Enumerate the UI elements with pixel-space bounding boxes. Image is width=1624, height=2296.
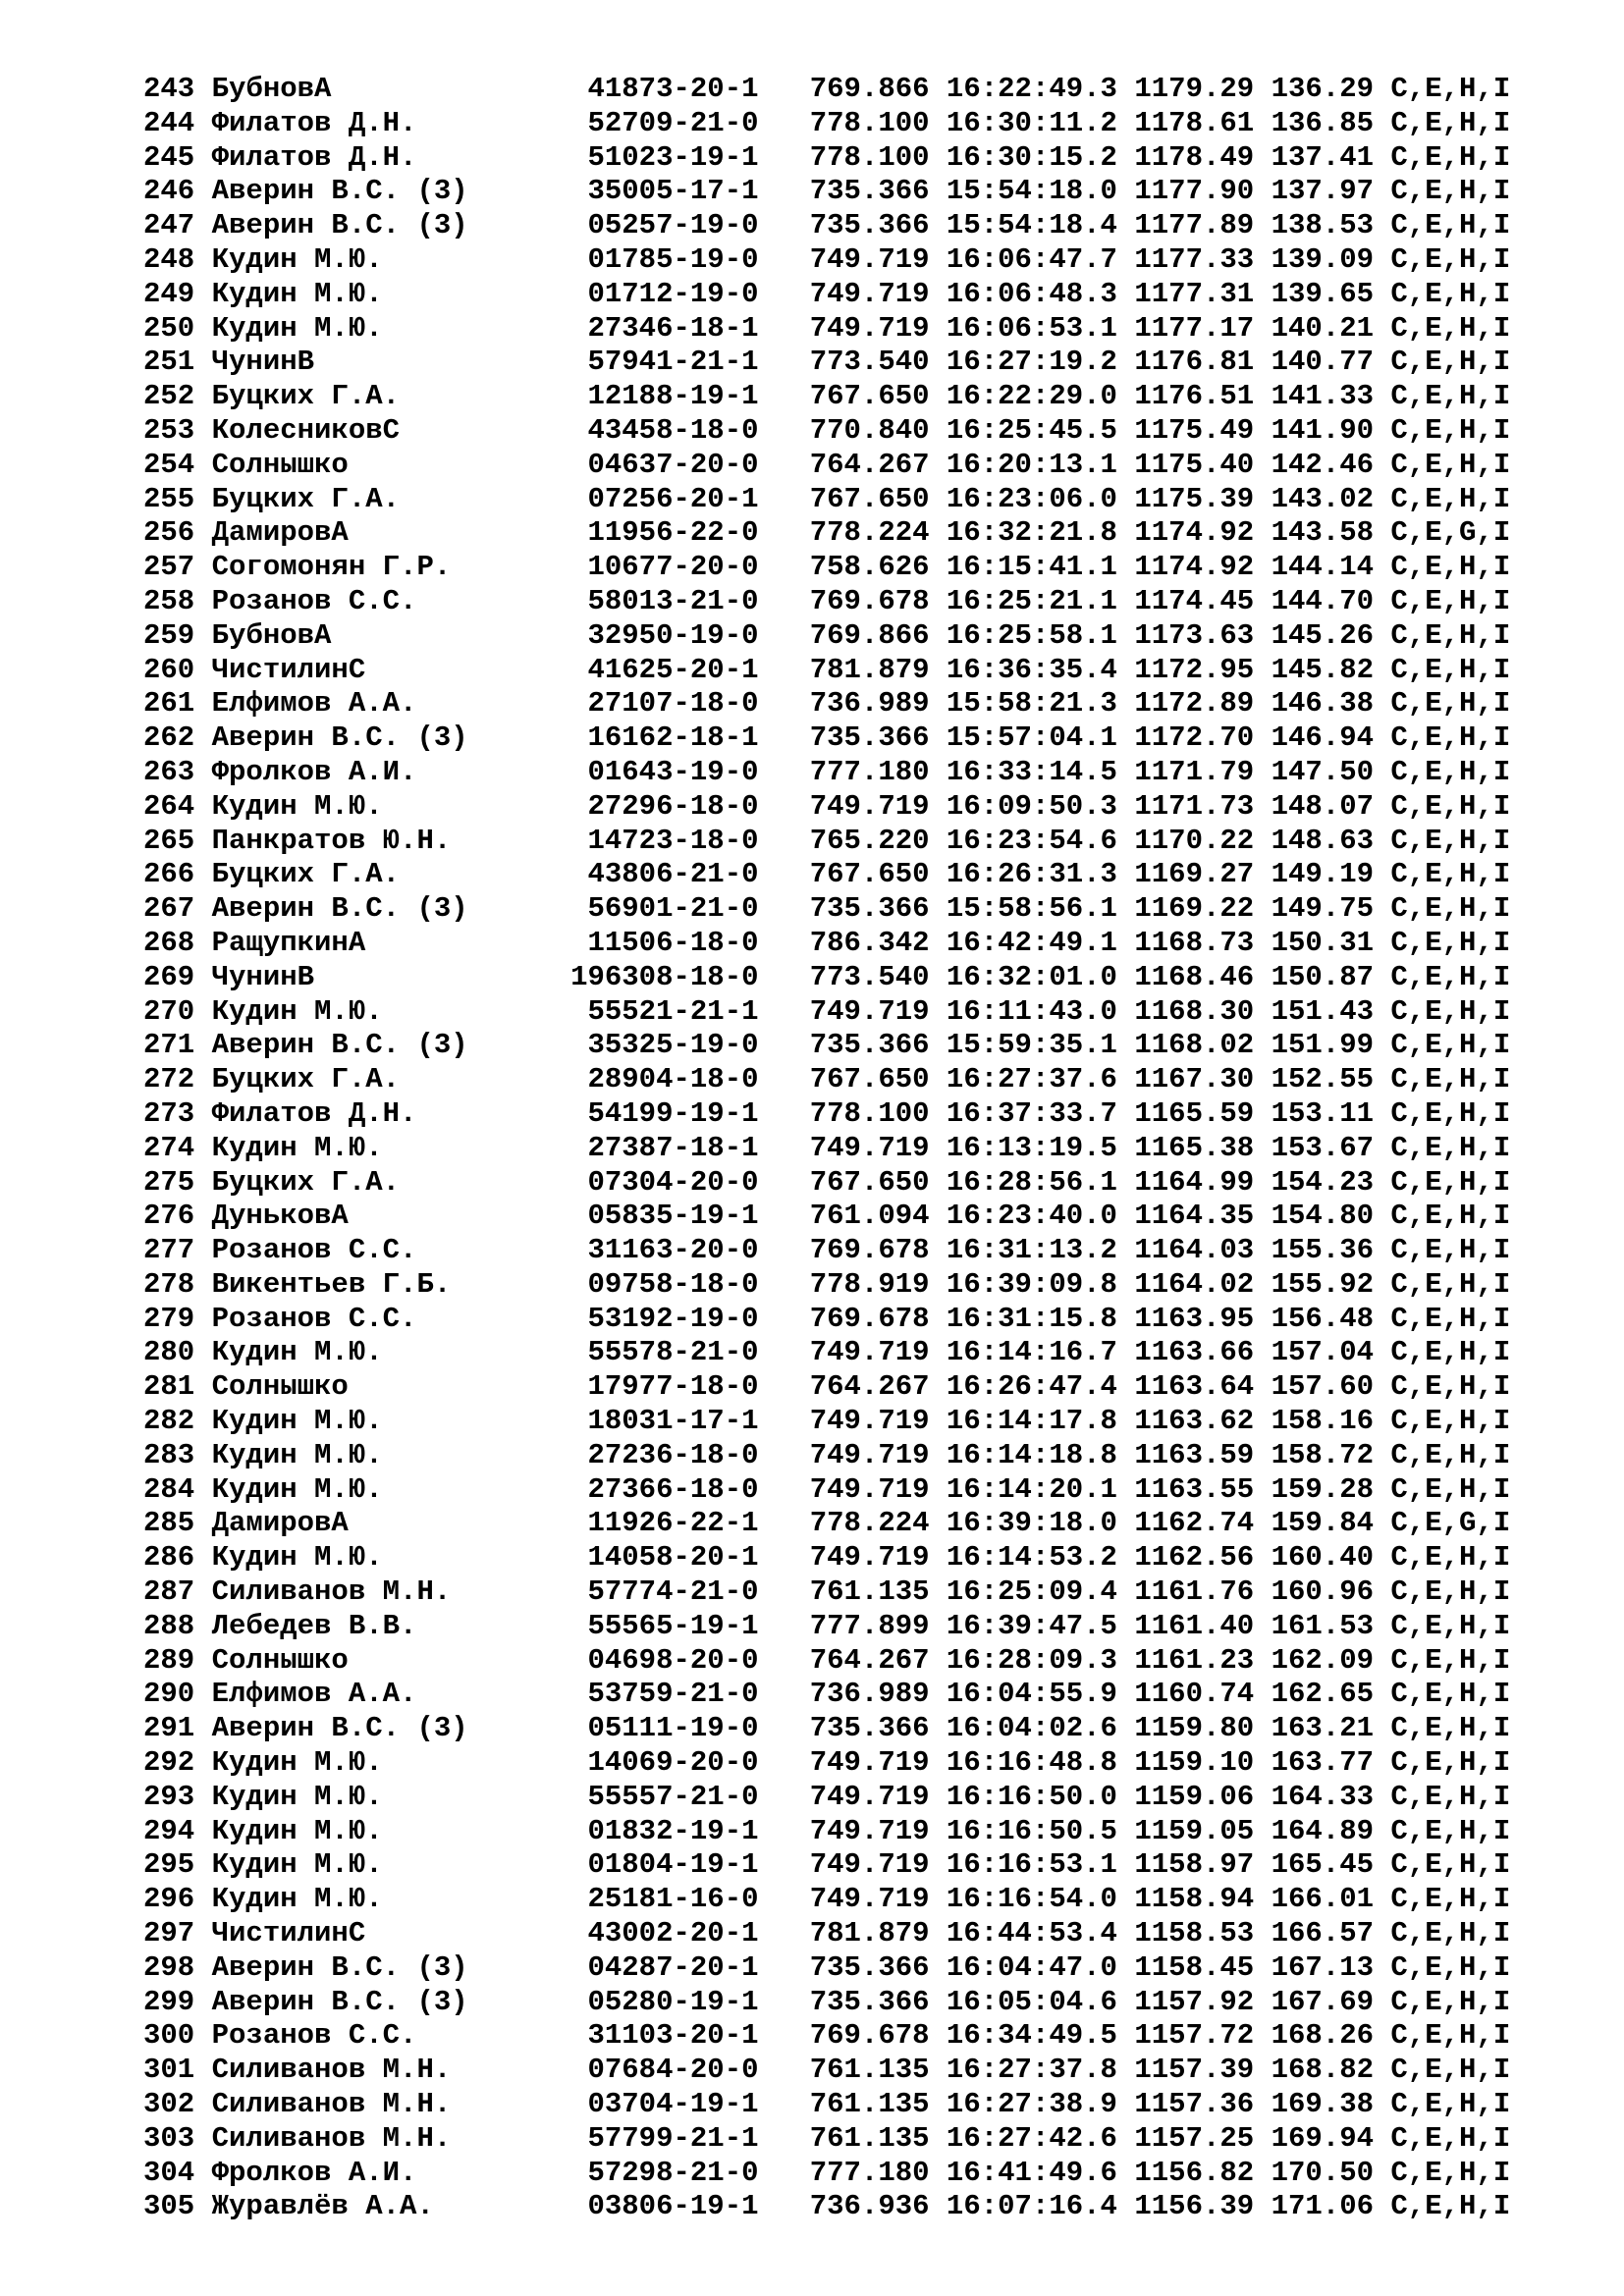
table-row: 264 Кудин М.Ю. 27296-18-0 749.719 16:09:50.3 1171.73 148.07 C,E,H,I (143, 789, 1511, 823)
table-row: 301 Силиванов М.Н. 07684-20-0 761.135 16:27:37.8 1157.39 168.82 C,E,H,I (143, 2054, 1511, 2087)
table-row: 274 Кудин М.Ю. 27387-18-1 749.719 16:13:19.5 1165.38 153.67 C,E,H,I (143, 1131, 1511, 1164)
table-row: 267 Аверин В.С. (3) 56901-21-0 735.366 15:58:56.1 1169.22 149.75 C,E,H,I (143, 892, 1511, 926)
table-row: 266 Буцких Г.А. 43806-21-0 767.650 16:26:31.3 1169.27 149.19 C,E,H,I (143, 858, 1511, 891)
table-row: 275 Буцких Г.А. 07304-20-0 767.650 16:28:56.1 1164.99 154.23 C,E,H,I (143, 1165, 1511, 1199)
table-row: 255 Буцких Г.А. 07256-20-1 767.650 16:23:06.0 1175.39 143.02 C,E,H,I (143, 482, 1511, 515)
table-row: 271 Аверин В.С. (3) 35325-19-0 735.366 15:59:35.1 1168.02 151.99 C,E,H,I (143, 1029, 1511, 1062)
table-row: 254 Солнышко 04637-20-0 764.267 16:20:13.1 1175.40 142.46 C,E,H,I (143, 448, 1511, 481)
table-row: 273 Филатов Д.Н. 54199-19-1 778.100 16:37:33.7 1165.59 153.11 C,E,H,I (143, 1096, 1511, 1130)
table-row: 249 Кудин М.Ю. 01712-19-0 749.719 16:06:48.3 1177.31 139.65 C,E,H,I (143, 277, 1511, 310)
table-row: 257 Согомонян Г.Р. 10677-20-0 758.626 16:15:41.1 1174.92 144.14 C,E,H,I (143, 551, 1511, 584)
table-row: 295 Кудин М.Ю. 01804-19-1 749.719 16:16:53.1 1158.97 165.45 C,E,H,I (143, 1848, 1511, 1882)
table-row: 251 ЧунинВ 57941-21-1 773.540 16:27:19.2 1176.81 140.77 C,E,H,I (143, 346, 1511, 379)
table-row: 253 КолесниковС 43458-18-0 770.840 16:25:45.5 1175.49 141.90 C,E,H,I (143, 413, 1511, 447)
table-row: 248 Кудин М.Ю. 01785-19-0 749.719 16:06:47.7 1177.33 139.09 C,E,H,I (143, 242, 1511, 276)
table-row: 298 Аверин В.С. (3) 04287-20-1 735.366 16:04:47.0 1158.45 167.13 C,E,H,I (143, 1950, 1511, 1984)
table-row: 247 Аверин В.С. (3) 05257-19-0 735.366 15:54:18.4 1177.89 138.53 C,E,H,I (143, 209, 1511, 242)
table-row: 291 Аверин В.С. (3) 05111-19-0 735.366 16:04:02.6 1159.80 163.21 C,E,H,I (143, 1712, 1511, 1745)
table-row: 259 БубновА 32950-19-0 769.866 16:25:58.1 1173.63 145.26 C,E,H,I (143, 618, 1511, 652)
table-row: 268 РащупкинА 11506-18-0 786.342 16:42:49.1 1168.73 150.31 C,E,H,I (143, 926, 1511, 959)
table-row: 288 Лебедев В.В. 55565-19-1 777.899 16:39:47.5 1161.40 161.53 C,E,H,I (143, 1609, 1511, 1642)
table-row: 299 Аверин В.С. (3) 05280-19-1 735.366 16:05:04.6 1157.92 167.69 C,E,H,I (143, 1985, 1511, 2018)
table-row: 293 Кудин М.Ю. 55557-21-0 749.719 16:16:50.0 1159.06 164.33 C,E,H,I (143, 1780, 1511, 1813)
table-row: 260 ЧистилинС 41625-20-1 781.879 16:36:35.4 1172.95 145.82 C,E,H,I (143, 653, 1511, 686)
table-row: 245 Филатов Д.Н. 51023-19-1 778.100 16:30:15.2 1178.49 137.41 C,E,H,I (143, 140, 1511, 174)
table-row: 287 Силиванов М.Н. 57774-21-0 761.135 16:25:09.4 1161.76 160.96 C,E,H,I (143, 1575, 1511, 1609)
table-row: 284 Кудин М.Ю. 27366-18-0 749.719 16:14:20.1 1163.55 159.28 C,E,H,I (143, 1472, 1511, 1506)
table-row: 261 Елфимов А.А. 27107-18-0 736.989 15:58:21.3 1172.89 146.38 C,E,H,I (143, 687, 1511, 721)
table-row: 244 Филатов Д.Н. 52709-21-0 778.100 16:30:11.2 1178.61 136.85 C,E,H,I (143, 106, 1511, 139)
table-row: 285 ДамировА 11926-22-1 778.224 16:39:18.0 1162.74 159.84 C,E,G,I (143, 1507, 1511, 1540)
table-row: 252 Буцких Г.А. 12188-19-1 767.650 16:22:29.0 1176.51 141.33 C,E,H,I (143, 380, 1511, 413)
table-row: 280 Кудин М.Ю. 55578-21-0 749.719 16:14:16.7 1163.66 157.04 C,E,H,I (143, 1336, 1511, 1369)
table-row: 270 Кудин М.Ю. 55521-21-1 749.719 16:11:43.0 1168.30 151.43 C,E,H,I (143, 994, 1511, 1028)
table-row: 290 Елфимов А.А. 53759-21-0 736.989 16:04:55.9 1160.74 162.65 C,E,H,I (143, 1678, 1511, 1711)
table-row: 269 ЧунинВ 196308-18-0 773.540 16:32:01.0 1168.46 150.87 C,E,H,I (143, 960, 1511, 993)
table-row: 278 Викентьев Г.Б. 09758-18-0 778.919 16:39:09.8 1164.02 155.92 C,E,H,I (143, 1267, 1511, 1301)
table-row: 263 Фролков А.И. 01643-19-0 777.180 16:33:14.5 1171.79 147.50 C,E,H,I (143, 755, 1511, 788)
results-table (143, 73, 1597, 2224)
table-row: 277 Розанов С.С. 31163-20-0 769.678 16:31:13.2 1164.03 155.36 C,E,H,I (143, 1234, 1511, 1267)
table-row: 300 Розанов С.С. 31103-20-1 769.678 16:34:49.5 1157.72 168.26 C,E,H,I (143, 2019, 1511, 2053)
table-row: 303 Силиванов М.Н. 57799-21-1 761.135 16:27:42.6 1157.25 169.94 C,E,H,I (143, 2121, 1511, 2155)
table-row: 246 Аверин В.С. (3) 35005-17-1 735.366 15:54:18.0 1177.90 137.97 C,E,H,I (143, 175, 1511, 208)
table-row: 250 Кудин М.Ю. 27346-18-1 749.719 16:06:53.1 1177.17 140.21 C,E,H,I (143, 311, 1511, 345)
table-row: 292 Кудин М.Ю. 14069-20-0 749.719 16:16:48.8 1159.10 163.77 C,E,H,I (143, 1746, 1511, 1780)
table-row: 272 Буцких Г.А. 28904-18-0 767.650 16:27:37.6 1167.30 152.55 C,E,H,I (143, 1063, 1511, 1096)
table-row: 281 Солнышко 17977-18-0 764.267 16:26:47.4 1163.64 157.60 C,E,H,I (143, 1370, 1511, 1404)
table-row: 282 Кудин М.Ю. 18031-17-1 749.719 16:14:17.8 1163.62 158.16 C,E,H,I (143, 1405, 1511, 1438)
table-row: 279 Розанов С.С. 53192-19-0 769.678 16:31:15.8 1163.95 156.48 C,E,H,I (143, 1302, 1511, 1335)
table-row: 243 БубновА 41873-20-1 769.866 16:22:49.3 1179.29 136.29 C,E,H,I (143, 73, 1511, 105)
table-row: 296 Кудин М.Ю. 25181-16-0 749.719 16:16:54.0 1158.94 166.01 C,E,H,I (143, 1883, 1511, 1916)
table-row: 256 ДамировА 11956-22-0 778.224 16:32:21.8 1174.92 143.58 C,E,G,I (143, 516, 1511, 550)
table-row: 276 ДуньковА 05835-19-1 761.094 16:23:40.0 1164.35 154.80 C,E,H,I (143, 1200, 1511, 1233)
table-row: 289 Солнышко 04698-20-0 764.267 16:28:09.3 1161.23 162.09 C,E,H,I (143, 1643, 1511, 1677)
table-row: 283 Кудин М.Ю. 27236-18-0 749.719 16:14:18.8 1163.59 158.72 C,E,H,I (143, 1438, 1511, 1471)
table-row: 294 Кудин М.Ю. 01832-19-1 749.719 16:16:50.5 1159.05 164.89 C,E,H,I (143, 1814, 1511, 1847)
table-row: 262 Аверин В.С. (3) 16162-18-1 735.366 15:57:04.1 1172.70 146.94 C,E,H,I (143, 721, 1511, 755)
table-row: 304 Фролков А.И. 57298-21-0 777.180 16:41:49.6 1156.82 170.50 C,E,H,I (143, 2156, 1511, 2189)
table-row: 302 Силиванов М.Н. 03704-19-1 761.135 16:27:38.9 1157.36 169.38 C,E,H,I (143, 2088, 1511, 2121)
table-row: 265 Панкратов Ю.Н. 14723-18-0 765.220 16:23:54.6 1170.22 148.63 C,E,H,I (143, 824, 1511, 857)
table-row: 297 ЧистилинС 43002-20-1 781.879 16:44:53.4 1158.53 166.57 C,E,H,I (143, 1917, 1511, 1950)
table-row: 258 Розанов С.С. 58013-21-0 769.678 16:25:21.1 1174.45 144.70 C,E,H,I (143, 584, 1511, 617)
table-row: 305 Журавлёв А.А. 03806-19-1 736.936 16:07:16.4 1156.39 171.06 C,E,H,I (143, 2190, 1511, 2223)
table-row: 286 Кудин М.Ю. 14058-20-1 749.719 16:14:53.2 1162.56 160.40 C,E,H,I (143, 1541, 1511, 1575)
